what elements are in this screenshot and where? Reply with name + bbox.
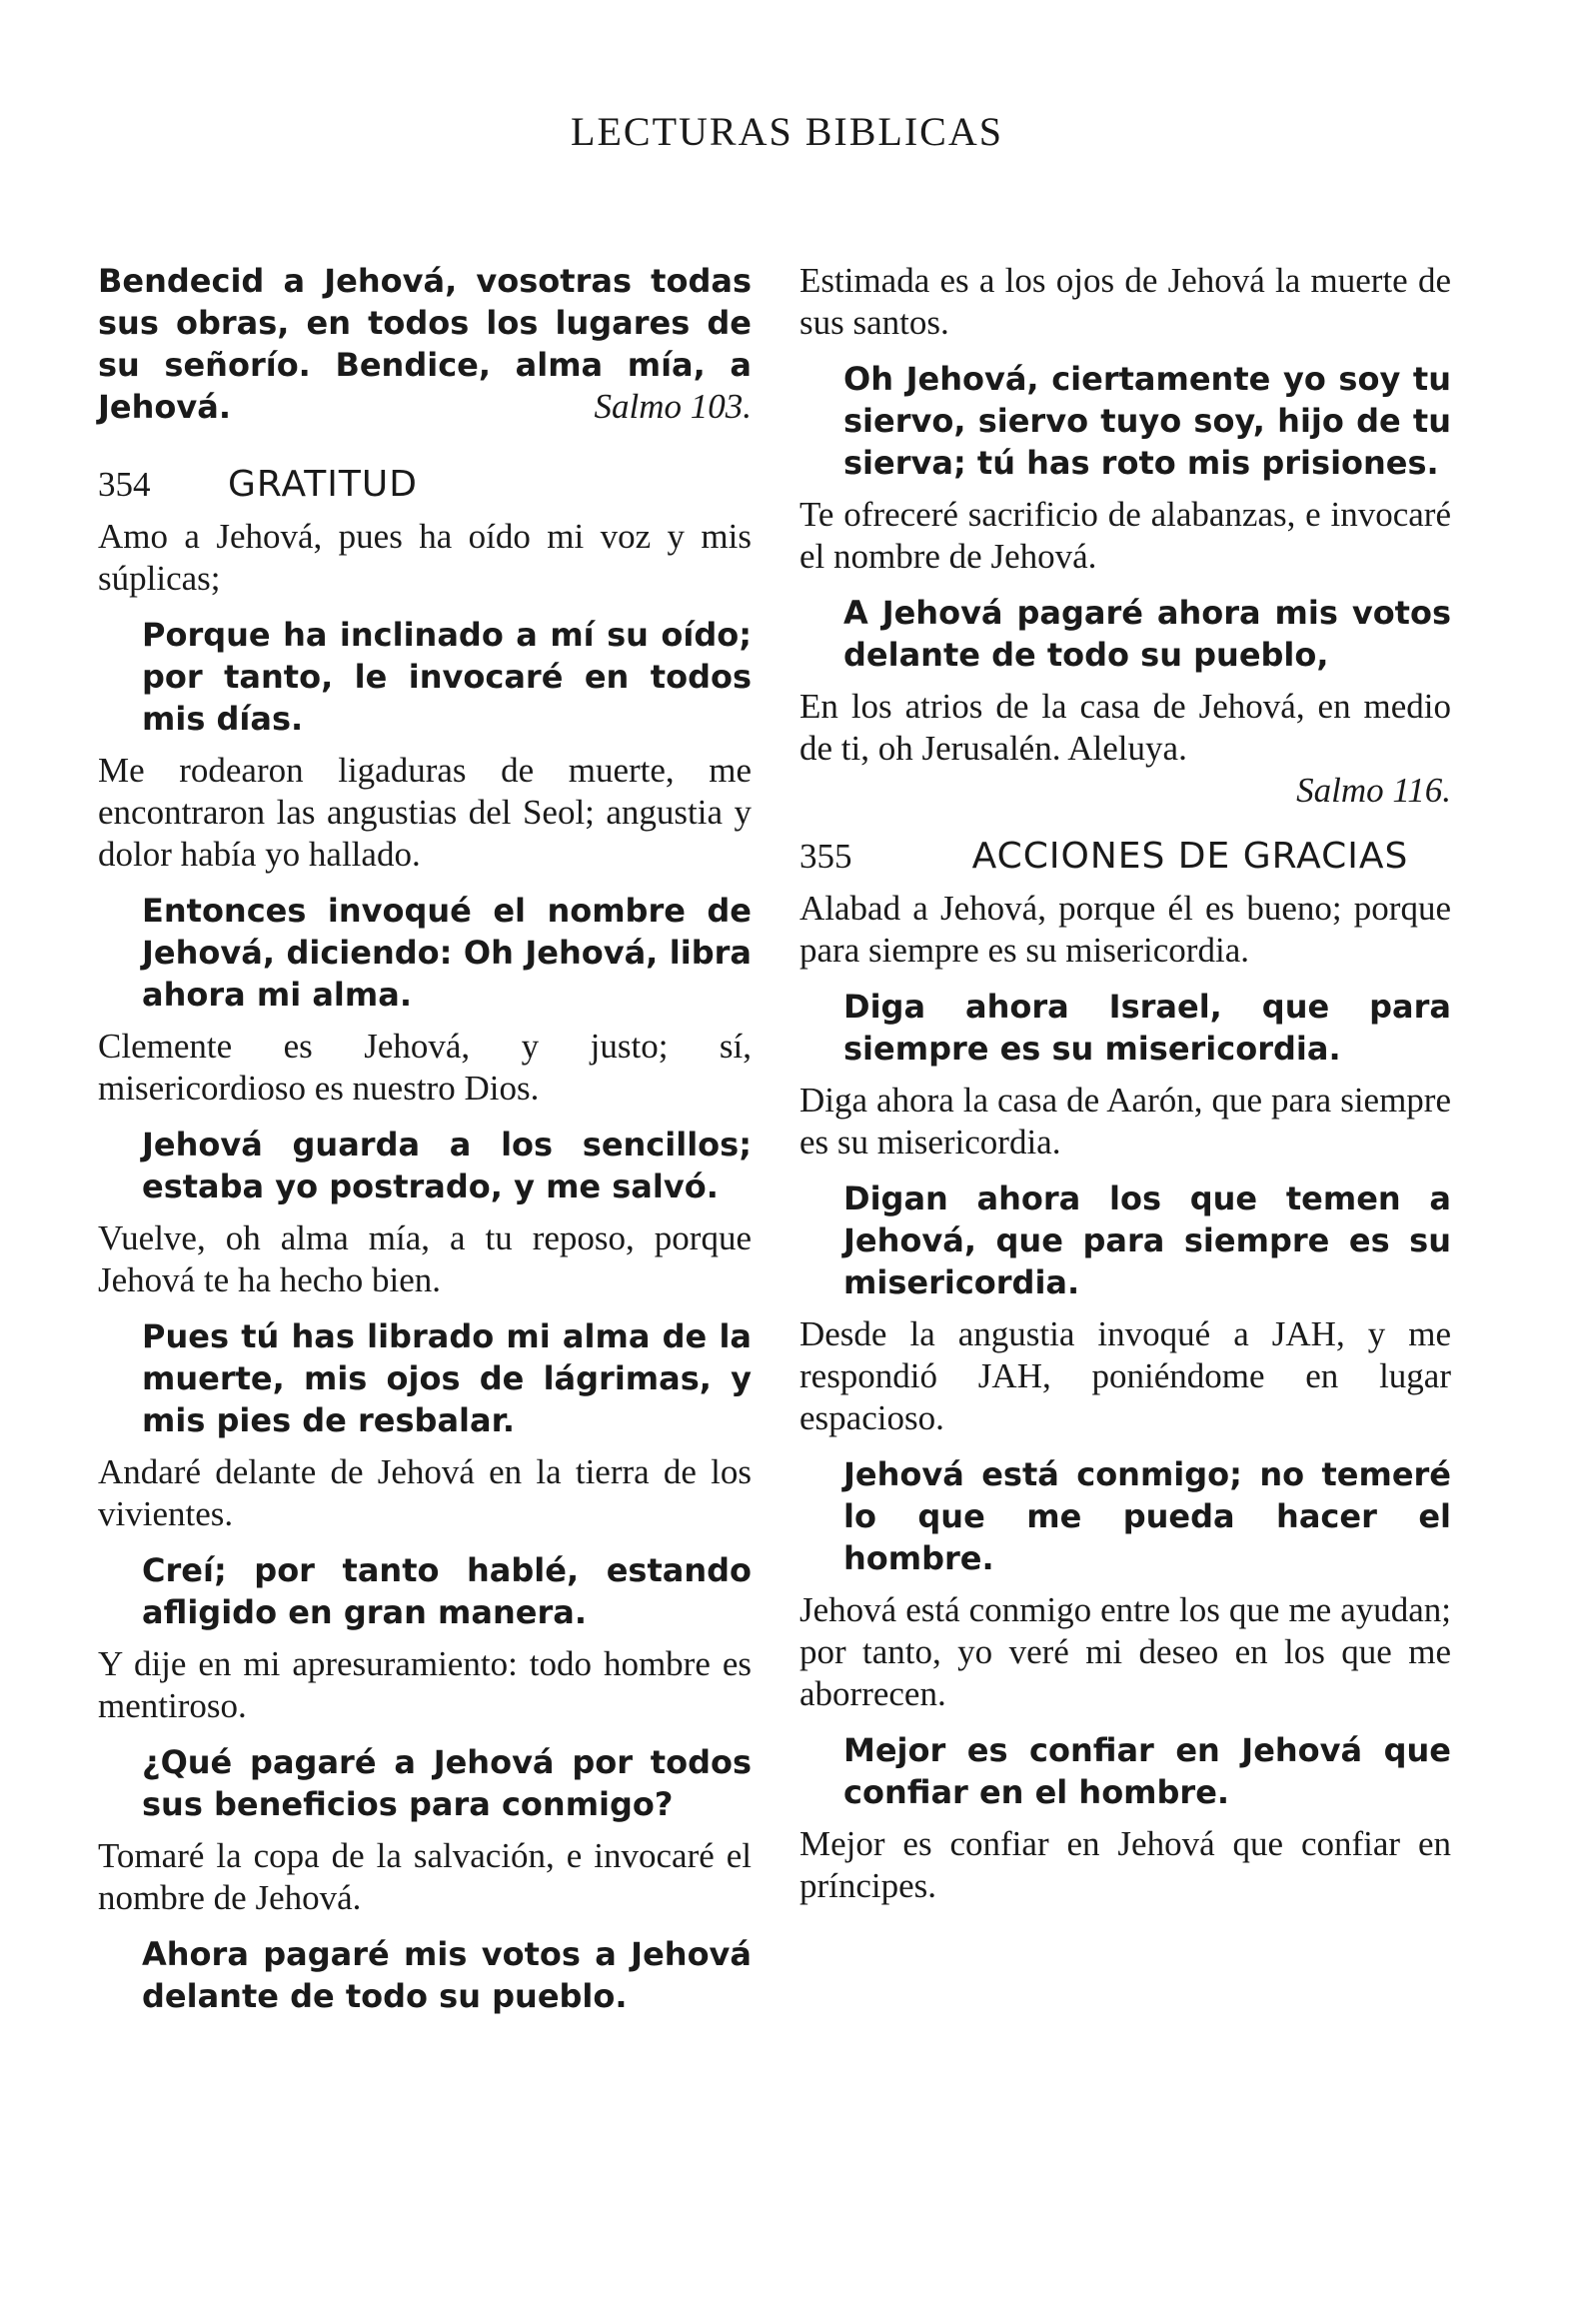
verse-response: Digan ahora los que temen a Jehová, que para siempre es su misericordia. [843,1179,1451,1301]
verse-reader: Mejor es confiar en Jehová que confiar en príncipes. [799,1824,1451,1905]
verse-reader: Diga ahora la casa de Aarón, que para siempre es su misericordia. [799,1081,1451,1162]
section-354-heading [98,462,752,508]
verse-reader: Andaré delante de Jehová en la tierra de los vivientes. [98,1452,752,1533]
verse-reader: Tomaré la copa de la salvación, e invocaré el nombre de Jehová. [98,1836,752,1917]
verse-response: ¿Qué pagaré a Jehová por todos sus beneficios para conmigo? [142,1743,752,1823]
verse-reader: Desde la angustia invoqué a JAH, y me respondió JAH, poniéndome en lugar espacioso. [799,1314,1451,1437]
verse-reader: Alabad a Jehová, porque él es bueno; porque para siempre es su misericordia. [799,889,1451,970]
section-title: GRATITUD [228,464,418,505]
verse-response: Diga ahora Israel, que para siempre es su misericordia. [843,988,1451,1068]
verse-response: Oh Jehová, ciertamente yo soy tu siervo, siervo tuyo soy, hijo de tu sierva; tú has roto mis prisiones. [843,360,1451,482]
verse-response: A Jehová pagaré ahora mis votos delante de todo su pueblo, [843,594,1451,674]
verse-reader: Me rodearon ligaduras de muerte, me encontraron las angustias del Seol; angustia y dolor había yo hallado. [98,751,752,874]
left-column [98,260,752,2027]
verse-response: Porque ha inclinado a mí su oído; por tanto, le invocaré en todos mis días. [142,616,752,738]
verse-reader: Amo a Jehová, pues ha oído mi voz y mis súplicas; [98,517,752,598]
right-column [799,260,1451,1907]
verse-response: Jehová guarda a los sencillos; estaba yo postrado, y me salvó. [142,1126,752,1205]
section-title: ACCIONES DE GRACIAS [971,836,1409,877]
intro-ref-text: Salmo 103. [594,387,752,426]
verse-reader: Te ofreceré sacrificio de alabanzas, e invocaré el nombre de Jehová. [799,495,1451,576]
psalm-reference [799,770,1451,812]
verse-response: Jehová está conmigo; no temeré lo que me pueda hacer el hombre. [843,1455,1451,1577]
psalm-ref-text: Salmo 116. [1296,771,1451,810]
section-number: 354 [98,465,151,504]
verse-reader: Vuelve, oh alma mía, a tu reposo, porque Jehová te ha hecho bien. [98,1218,752,1299]
section-355-heading [799,834,1451,880]
verse-reader: Jehová está conmigo entre los que me ayudan; por tanto, yo veré mi deseo en los que me aborrecen. [799,1590,1451,1713]
section-number: 355 [799,837,852,876]
verse-response: Ahora pagaré mis votos a Jehová delante de todo su pueblo. [142,1935,752,2015]
intro-text: Bendecid a Jehová, vosotras todas sus obras, en todos los lugares de su señorío. Bendice, alma mía, a Jehová. [98,262,752,426]
verse-response: Entonces invoqué el nombre de Jehová, diciendo: Oh Jehová, libra ahora mi alma. [142,892,752,1014]
verse-reader: En los atrios de la casa de Jehová, en medio de ti, oh Jerusalén. Aleluya. [799,687,1451,768]
verse-response: Creí; por tanto hablé, estando afligido en gran manera. [142,1551,752,1631]
running-title: LECTURAS BIBLICAS [571,109,1003,154]
verse-reader: Clemente es Jehová, y justo; sí, misericordioso es nuestro Dios. [98,1027,752,1108]
verse-reader: Estimada es a los ojos de Jehová la muerte de sus santos. [799,261,1451,342]
verse-response: Mejor es confiar en Jehová que confiar en el hombre. [843,1731,1451,1811]
verse-response: Pues tú has librado mi alma de la muerte, mis ojos de lágrimas, y mis pies de resbalar. [142,1317,752,1439]
verse-reader: Y dije en mi apresuramiento: todo hombre es mentiroso. [98,1644,752,1725]
